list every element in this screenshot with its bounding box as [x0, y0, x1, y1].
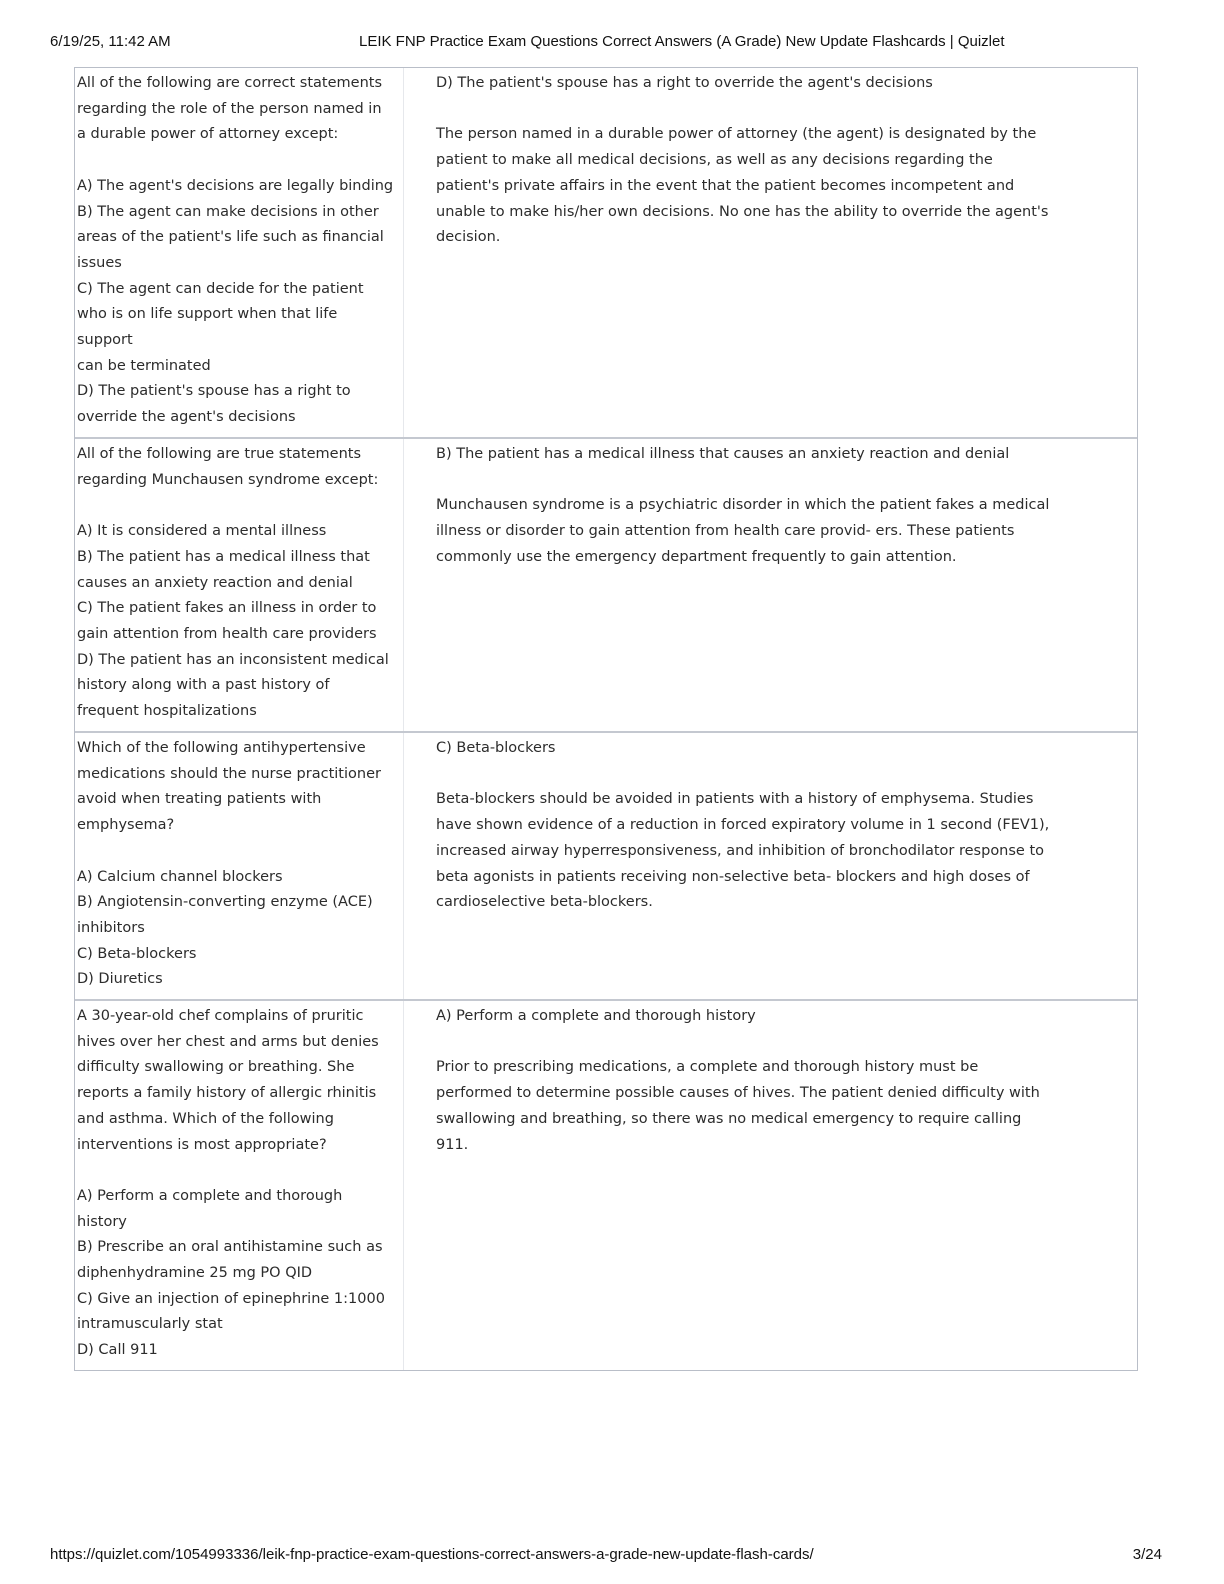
- flashcard-row: [75, 1001, 1137, 1370]
- page-url: https://quizlet.com/1054993336/leik-fnp-practice-exam-questions-correct-answers-a-grade-new-update-flash-cards/: [50, 1546, 814, 1563]
- flashcard-row: [75, 439, 1137, 733]
- flashcard-definition: D) The patient's spouse has a right to override the agent's decisions The person named in a durable power of attorney (the agent) is designated by the patient to make all medical decisions, as well as any decisions regarding the patient's private affairs in the event that the patient becomes incompetent and unable to make his/her own decisions. No one has the ability to override the agent's decision.: [436, 75, 1049, 246]
- flashcard-term: Which of the following antihypertensive medications should the nurse practitioner avoid when treating patients with emphysema? A) Calcium channel blockers B) Angiotensin-converting enzyme (ACE) inhibitors C) Beta-blockers D) Diuretics: [75, 733, 404, 999]
- flashcard-definition: C) Beta-blockers Beta-blockers should be avoided in patients with a history of emphysema. Studies have shown evidence of a reduction in forced expiratory volume in 1 second (FEV1), increased airway hyperresponsiveness, and inhibition of bronchodilator response to beta agonists in patients receiving non-selective beta- blockers and high doses of cardioselective beta-blockers.: [436, 740, 1050, 911]
- flashcard-term: All of the following are true statements regarding Munchausen syndrome except: A) It is considered a mental illness B) The patient has a medical illness that causes an anxiety reaction and denial C) The patient fakes an illness in order to gain attention from health care providers D) The patient has an inconsistent medical history along with a past history of frequent hospitalizations: [75, 439, 404, 731]
- print-datetime: 6/19/25, 11:42 AM: [50, 33, 171, 50]
- flashcard-definition: B) The patient has a medical illness that causes an anxiety reaction and denial Munchausen syndrome is a psychiatric disorder in which the patient fakes a medical illness or disorder to gain attention from health care provid- ers. These patients commonly use the emergency department frequently to gain attention.: [436, 446, 1050, 565]
- page-title: LEIK FNP Practice Exam Questions Correct Answers (A Grade) New Update Flashcards | Quizlet: [359, 33, 1005, 50]
- flashcard-table: [74, 67, 1138, 1371]
- flashcard-row: [75, 733, 1137, 1001]
- flashcard-term: A 30-year-old chef complains of pruritic hives over her chest and arms but denies difficulty swallowing or breathing. She reports a family history of allergic rhinitis and asthma. Which of the following interventions is most appropriate? A) Perform a complete and thorough history B) Prescribe an oral antihistamine such as diphenhydramine 25 mg PO QID C) Give an injection of epinephrine 1:1000 intramuscularly stat D) Call 911: [75, 1001, 404, 1370]
- flashcard-term: All of the following are correct statements regarding the role of the person named in a durable power of attorney except: A) The agent's decisions are legally binding B) The agent can make decisions in other areas of the patient's life such as financial issues C) The agent can decide for the patient who is on life support when that life support can be terminated D) The patient's spouse has a right to override the agent's decisions: [75, 68, 404, 437]
- print-header: [0, 33, 1224, 53]
- page-number: 3/24: [1132, 1546, 1162, 1563]
- flashcard-definition: A) Perform a complete and thorough history Prior to prescribing medications, a complete and thorough history must be performed to determine possible causes of hives. The patient denied difficulty with swallowing and breathing, so there was no medical emergency to require calling 911.: [436, 1008, 1040, 1153]
- print-footer: [0, 1546, 1224, 1566]
- flashcard-row: [75, 68, 1137, 439]
